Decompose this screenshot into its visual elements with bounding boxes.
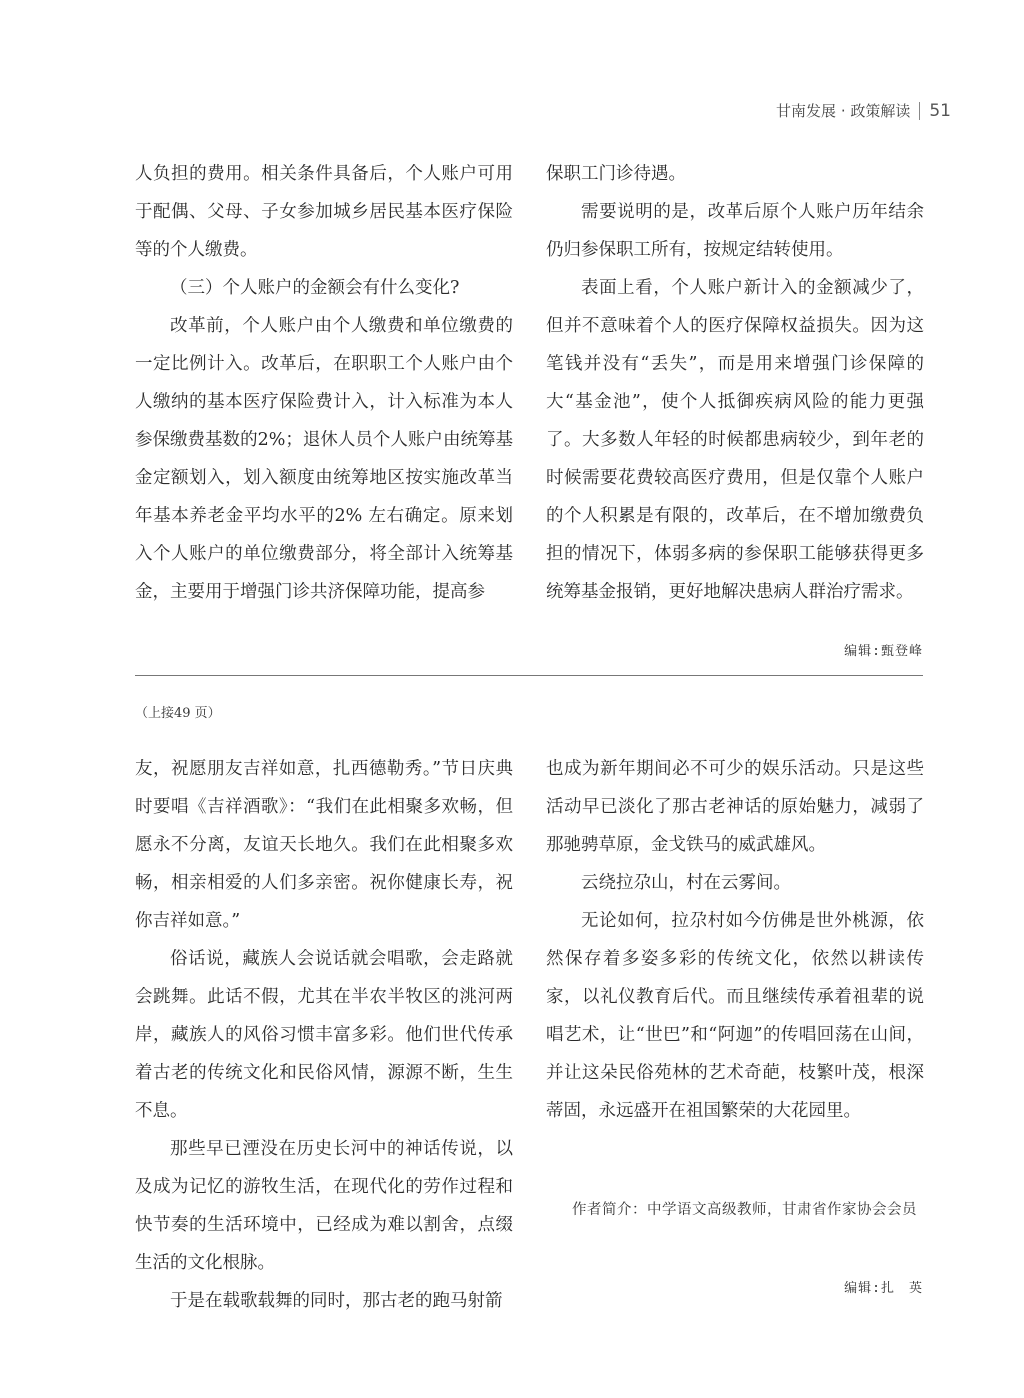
paragraph: 保职工门诊待遇。 — [546, 164, 686, 184]
paragraph: 无论如何，拉尕村如今仿佛是世外桃源，依然保存着多姿多彩的传统文化，依然以耕读传家，以礼仪教育后代。而且继续传承着祖辈的说唱艺术，让“世巴”和“阿迦”的传唱回荡在山间，并让这朵民俗苑林的艺术奇葩，枝繁叶茂，根深蒂固，永远盛开在祖国繁荣的大花园里。 — [546, 911, 924, 1121]
section-divider — [135, 675, 923, 676]
section-title: 甘南发展 · 政策解读 — [776, 102, 911, 120]
paragraph: 也成为新年期间必不可少的娱乐活动。只是这些活动早已淡化了那古老神话的原始魅力，减弱了那驰骋草原，金戈铁马的威武雄风。 — [546, 759, 924, 855]
section-subheading: （三）个人账户的金额会有什么变化? — [170, 278, 460, 298]
paragraph: 表面上看，个人账户新计入的金额减少了，但并不意味着个人的医疗保障权益损失。因为这笔钱并没有“丢失”，而是用来增强门诊保障的大“基金池”，使个人抵御疾病风险的能力更强了。大多数人年轻的时候都患病较少，到年老的时候需要花费较高医疗费用，但是仅靠个人账户的个人积累是有限的，改革后，在不增加缴费负担的情况下，体弱多病的参保职工能够获得更多统筹基金报销，更好地解决患病人群治疗需求。 — [546, 278, 924, 602]
paragraph: 那些早已湮没在历史长河中的神话传说，以及成为记忆的游牧生活，在现代化的劳作过程和快节奏的生活环境中，已经成为难以割舍，点缀生活的文化根脉。 — [135, 1139, 513, 1273]
page-header — [776, 100, 951, 121]
paragraph: 于是在载歌载舞的同时，那古老的跑马射箭 — [170, 1291, 503, 1311]
editor-credit-bottom: 编辑:扎 英 — [844, 1281, 923, 1296]
editor-credit-top: 编辑:甄登峰 — [844, 644, 923, 659]
header-divider — [919, 102, 920, 120]
author-bio: 作者简介：中学语文高级教师，甘肃省作家协会会员 — [572, 1202, 917, 1218]
article-column-top-left — [135, 155, 513, 611]
page-number: 51 — [929, 100, 951, 121]
paragraph: 改革前，个人账户由个人缴费和单位缴费的一定比例计入。改革后，在职职工个人账户由个人缴纳的基本医疗保险费计入，计入标准为本人参保缴费基数的2%；退休人员个人账户由统筹基金定额划入，划入额度由统筹地区按实施改革当年基本养老金平均水平的2% 左右确定。原来划入个人账户的单位缴费部分，将全部计入统筹基金，主要用于增强门诊共济保障功能，提高参 — [135, 316, 513, 602]
article-column-bottom-right — [546, 750, 924, 1130]
paragraph: 人负担的费用。相关条件具备后，个人账户可用于配偶、父母、子女参加城乡居民基本医疗保险等的个人缴费。 — [135, 164, 513, 260]
paragraph: 云绕拉尕山，村在云雾间。 — [581, 873, 791, 893]
paragraph: 需要说明的是，改革后原个人账户历年结余仍归参保职工所有，按规定结转使用。 — [546, 202, 924, 260]
article-column-top-right — [546, 155, 924, 611]
paragraph: 友，祝愿朋友吉祥如意，扎西德勒秀。”节日庆典时要唱《吉祥酒歌》：“我们在此相聚多欢畅，但愿永不分离，友谊天长地久。我们在此相聚多欢畅，相亲相爱的人们多亲密。祝你健康长寿，祝你吉祥如意。” — [135, 759, 513, 931]
paragraph: 俗话说，藏族人会说话就会唱歌，会走路就会跳舞。此话不假，尤其在半农半牧区的洮河两岸，藏族人的风俗习惯丰富多彩。他们世代传承着古老的传统文化和民俗风情，源源不断，生生不息。 — [135, 949, 513, 1121]
article-column-bottom-left — [135, 750, 513, 1320]
continued-note: （上接49 页） — [135, 706, 221, 721]
